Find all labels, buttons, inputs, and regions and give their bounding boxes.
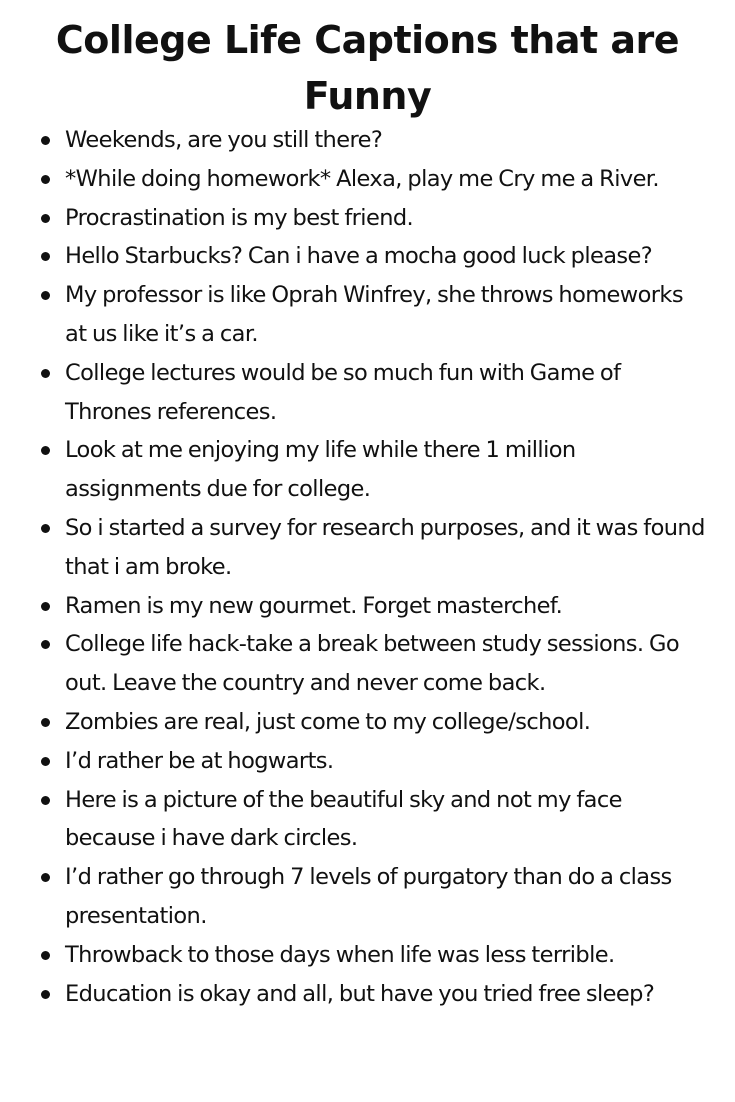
caption-text: Weekends, are you still there? <box>65 127 383 153</box>
bullet-icon <box>41 369 50 378</box>
caption-text: I’d rather go through 7 levels of purgatory than do a class presentation. <box>65 864 672 929</box>
list-item <box>0 509 705 587</box>
list-item <box>0 587 705 626</box>
list-item <box>0 276 705 354</box>
list-item <box>0 703 705 742</box>
bullet-icon <box>41 951 50 960</box>
list-item <box>0 199 705 238</box>
list-item <box>0 237 705 276</box>
list-item <box>0 160 705 199</box>
caption-text: Look at me enjoying my life while there 1 million assignments due for college. <box>65 437 576 503</box>
bullet-icon <box>41 640 50 649</box>
list-item <box>0 121 705 160</box>
bullet-icon <box>41 990 50 999</box>
list-item <box>0 354 705 432</box>
bullet-icon <box>41 446 50 455</box>
bullet-icon <box>41 175 50 184</box>
bullet-icon <box>41 718 50 727</box>
caption-text: Zombies are real, just come to my college/school. <box>65 708 591 735</box>
bullet-icon <box>41 757 50 766</box>
list-item <box>0 936 705 975</box>
caption-text: Procrastination is my best friend. <box>65 204 414 231</box>
caption-text: College life hack-take a break between study sessions. Go out. Leave the country and never come back. <box>65 631 680 697</box>
bullet-icon <box>41 524 50 533</box>
list-item <box>0 625 705 703</box>
bullet-icon <box>41 602 50 611</box>
caption-text: *While doing homework* Alexa, play me Cry me a River. <box>65 165 659 192</box>
caption-text: Throwback to those days when life was less terrible. <box>65 941 615 968</box>
list-item <box>0 975 705 1014</box>
bullet-icon <box>41 796 50 805</box>
list-item <box>0 858 705 936</box>
bullet-icon <box>41 291 50 300</box>
caption-list <box>0 121 735 1013</box>
caption-text: Ramen is my new gourmet. Forget masterchef. <box>65 592 563 619</box>
bullet-icon <box>41 252 50 261</box>
caption-text: College lectures would be so much fun with Game of Thrones references. <box>65 359 621 425</box>
bullet-icon <box>41 873 50 882</box>
list-item <box>0 431 705 509</box>
list-item <box>0 742 705 781</box>
caption-text: So i started a survey for research purposes, and it was found that i am broke. <box>65 514 705 580</box>
caption-text: Here is a picture of the beautiful sky and not my face because i have dark circles. <box>65 786 622 852</box>
caption-text: Hello Starbucks? Can i have a mocha good luck please? <box>65 243 653 270</box>
caption-text: I’d rather be at hogwarts. <box>65 747 334 774</box>
bullet-icon <box>41 214 50 223</box>
bullet-icon <box>41 136 50 145</box>
list-item <box>0 781 705 859</box>
page-title: College Life Captions that are Funny <box>55 18 680 118</box>
caption-text: Education is okay and all, but have you tried free sleep? <box>65 980 655 1007</box>
caption-text: My professor is like Oprah Winfrey, she throws homeworks at us like it’s a car. <box>65 282 683 347</box>
